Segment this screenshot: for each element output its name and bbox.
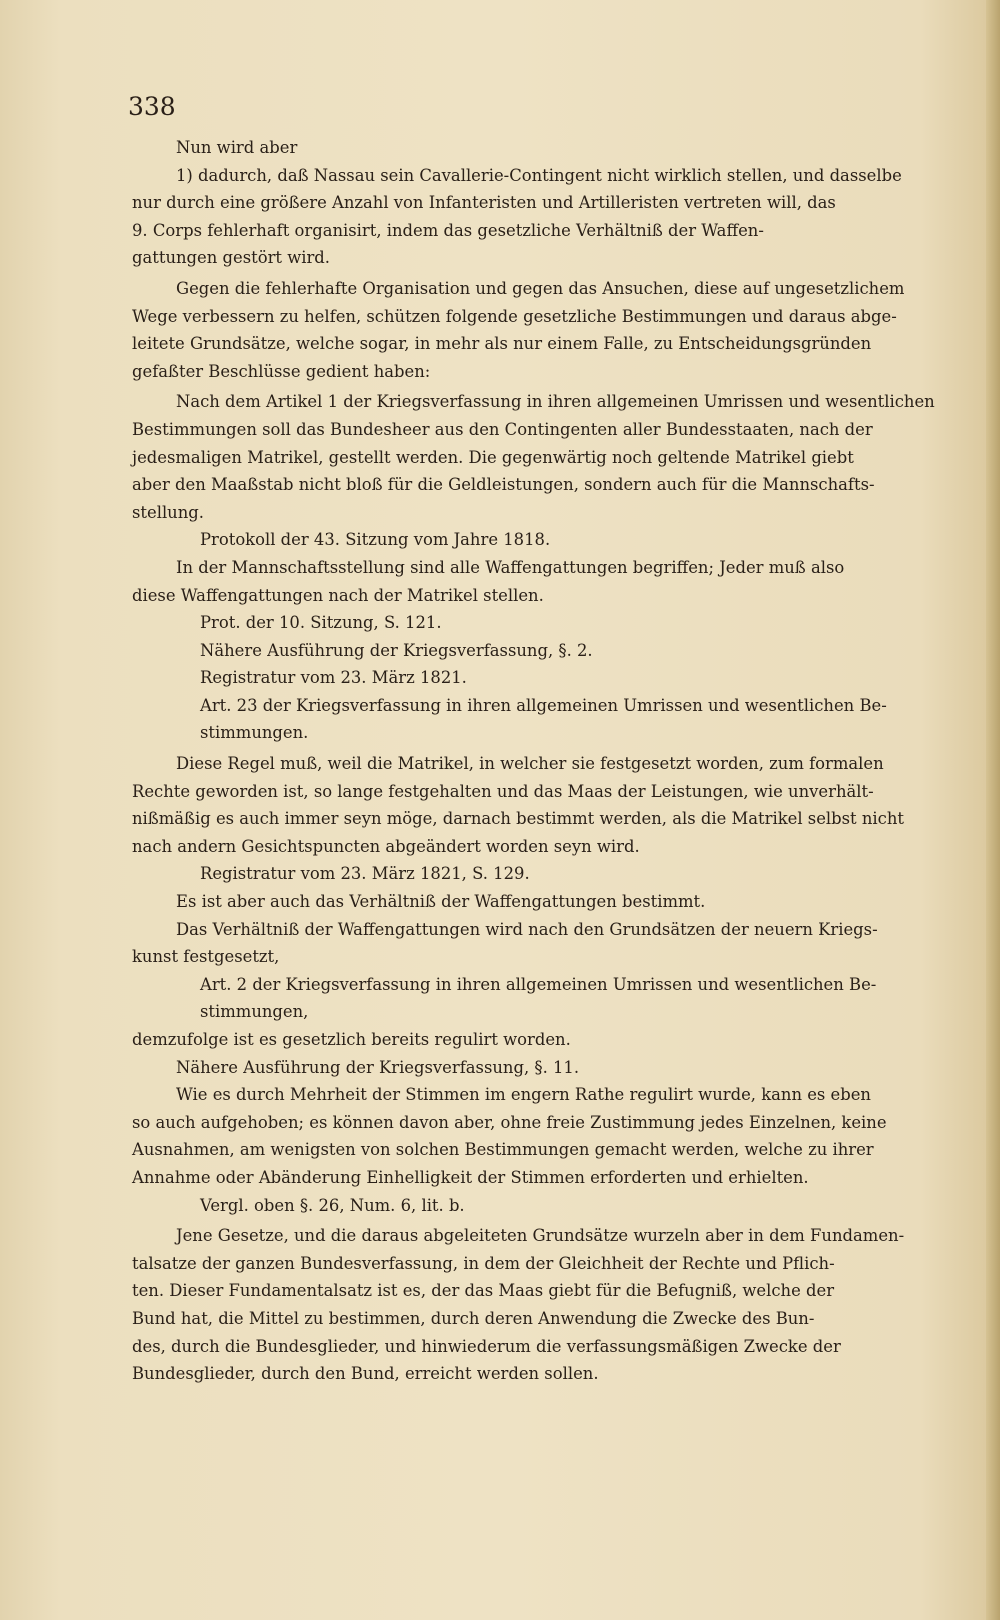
citation-line: Art. 23 der Kriegsverfassung in ihren allgemeinen Umrissen und wesentlichen Be- <box>200 695 887 715</box>
citation-line: Vergl. oben §. 26, Num. 6, lit. b. <box>200 1195 465 1215</box>
text-line: Bestimmungen soll das Bundesheer aus den Contingenten aller Bundesstaaten, nach der <box>132 419 873 439</box>
text-line: Rechte geworden ist, so lange festgehalten und das Maas der Leistungen, wie unverhält- <box>132 781 874 801</box>
text-line: nach andern Gesichtspuncten abgeändert worden seyn wird. <box>132 836 640 856</box>
text-line: des, durch die Bundesglieder, und hinwiederum die verfassungsmäßigen Zwecke der <box>132 1336 841 1356</box>
citation-line: Registratur vom 23. März 1821, S. 129. <box>200 864 530 884</box>
citation-line: Art. 2 der Kriegsverfassung in ihren allgemeinen Umrissen und wesentlichen Be- <box>200 974 877 994</box>
text-line: Jene Gesetze, und die daraus abgeleiteten Grundsätze wurzeln aber in dem Fundamen- <box>176 1226 905 1246</box>
page-edge <box>986 0 1000 1620</box>
text-line: ten. Dieser Fundamentalsatz ist es, der das Maas giebt für die Befugniß, welche der <box>132 1281 835 1301</box>
citation-line: Protokoll der 43. Sitzung vom Jahre 1818. <box>200 530 551 550</box>
text-line: aber den Maaßstab nicht bloß für die Geldleistungen, sondern auch für die Mannschafts- <box>132 475 875 495</box>
text-line: gefaßter Beschlüsse gedient haben: <box>132 361 431 381</box>
text-line: talsatze der ganzen Bundesverfassung, in dem der Gleichheit der Rechte und Pflich- <box>132 1253 835 1273</box>
citation-line: Nähere Ausführung der Kriegsverfassung, §. 2. <box>200 640 593 660</box>
text-line: nißmäßig es auch immer seyn möge, darnach bestimmt werden, als die Matrikel selbst nicht <box>132 809 904 829</box>
citation-line: Nähere Ausführung der Kriegsverfassung, §. 11. <box>176 1057 580 1077</box>
text-line: 1) dadurch, daß Nassau sein Cavallerie-Contingent nicht wirklich stellen, und dasselbe <box>176 165 902 185</box>
text-line: Das Verhältniß der Waffengattungen wird nach den Grundsätzen der neuern Kriegs- <box>176 919 878 939</box>
text-line: Wege verbessern zu helfen, schützen folgende gesetzliche Bestimmungen und daraus abge- <box>132 306 897 326</box>
text-line: Bund hat, die Mittel zu bestimmen, durch deren Anwendung die Zwecke des Bun- <box>132 1308 815 1328</box>
text-line: stellung. <box>132 502 204 522</box>
text-line: Es ist aber auch das Verhältniß der Waffengattungen bestimmt. <box>176 892 706 912</box>
text-line: 9. Corps fehlerhaft organisirt, indem das gesetzliche Verhältniß der Waffen- <box>132 220 764 240</box>
page-number: 338 <box>128 92 176 121</box>
text-line: In der Mannschaftsstellung sind alle Waffengattungen begriffen; Jeder muß also <box>176 557 845 577</box>
citation-line: Registratur vom 23. März 1821. <box>200 668 467 688</box>
text-line: kunst festgesetzt, <box>132 947 280 967</box>
text-line: gattungen gestört wird. <box>132 248 331 268</box>
text-line: Nun wird aber <box>176 138 298 157</box>
text-line: Ausnahmen, am wenigsten von solchen Bestimmungen gemacht werden, welche zu ihrer <box>132 1140 874 1160</box>
text-line: so auch aufgehoben; es können davon aber, ohne freie Zustimmung jedes Einzelnen, keine <box>132 1112 887 1132</box>
citation-line: stimmungen. <box>200 723 309 743</box>
text-line: demzufolge ist es gesetzlich bereits regulirt worden. <box>132 1030 571 1049</box>
text-line: leitete Grundsätze, welche sogar, in mehr als nur einem Falle, zu Entscheidungsgründen <box>132 334 872 354</box>
text-line: Nach dem Artikel 1 der Kriegsverfassung in ihren allgemeinen Umrissen und wesentlichen <box>176 392 935 412</box>
text-line: nur durch eine größere Anzahl von Infanteristen und Artilleristen vertreten will, das <box>132 193 836 213</box>
text-line: Gegen die fehlerhafte Organisation und gegen das Ansuchen, diese auf ungesetzlichem <box>176 278 905 298</box>
text-line: jedesmaligen Matrikel, gestellt werden. Die gegenwärtig noch geltende Matrikel giebt <box>132 447 854 467</box>
text-line: diese Waffengattungen nach der Matrikel stellen. <box>132 585 544 605</box>
text-line: Diese Regel muß, weil die Matrikel, in welcher sie festgesetzt worden, zum formalen <box>176 754 884 774</box>
citation-line: Prot. der 10. Sitzung, S. 121. <box>200 613 442 633</box>
citation-line: stimmungen, <box>200 1002 309 1022</box>
text-line: Bundesglieder, durch den Bund, erreicht werden sollen. <box>132 1364 599 1384</box>
text-line: Annahme oder Abänderung Einhelligkeit der Stimmen erforderten und erhielten. <box>132 1167 809 1187</box>
text-line: Wie es durch Mehrheit der Stimmen im engern Rathe regulirt wurde, kann es eben <box>176 1085 871 1105</box>
page-body <box>132 134 954 1388</box>
